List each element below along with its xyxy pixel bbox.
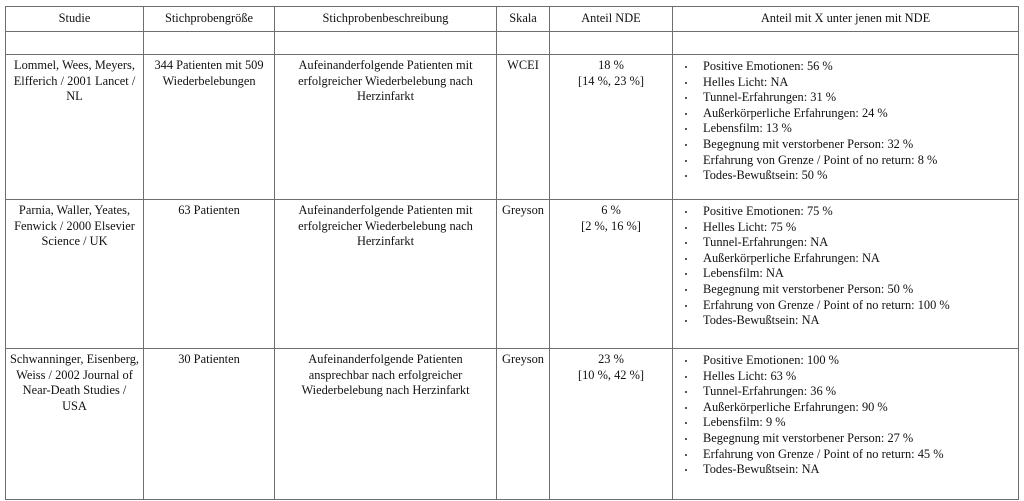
anteil-nde-cell (550, 55, 673, 200)
list-item: Todes-Bewußtsein: NA (678, 462, 1015, 478)
skala-cell: Greyson (497, 200, 550, 349)
anteil-value: 6 % (601, 203, 621, 217)
list-item: Positive Emotionen: 100 % (678, 353, 1015, 369)
header-anteil-nde: Anteil NDE (550, 7, 673, 32)
studie-cell: Parnia, Waller, Yeates, Fenwick / 2000 Elsevier Science / UK (6, 200, 144, 349)
findings-cell (673, 200, 1019, 349)
confidence-interval: [14 %, 23 %] (577, 73, 645, 88)
header-row (6, 7, 1019, 32)
empty-cell (673, 32, 1019, 55)
list-item: Erfahrung von Grenze / Point of no return: 100 % (678, 298, 1015, 314)
anteil-value: 18 % (598, 58, 624, 72)
list-item: Positive Emotionen: 56 % (678, 59, 1015, 75)
findings-list (678, 59, 1015, 184)
list-item: Lebensfilm: 13 % (678, 121, 1015, 137)
header-stichprobengroesse: Stichprobengröße (144, 7, 275, 32)
list-item: Helles Licht: NA (678, 75, 1015, 91)
list-item: Todes-Bewußtsein: 50 % (678, 168, 1015, 184)
stichprobenbeschreibung-cell: Aufeinanderfolgende Patienten mit erfolgreicher Wiederbelebung nach Herzinfarkt (275, 200, 497, 349)
confidence-interval: [2 %, 16 %] (581, 218, 641, 233)
anteil-value: 23 % (598, 352, 624, 366)
nde-studies-table (5, 6, 1019, 500)
stichprobenbeschreibung-cell: Aufeinanderfolgende Patienten mit erfolgreicher Wiederbelebung nach Herzinfarkt (275, 55, 497, 200)
skala-cell: Greyson (497, 349, 550, 500)
studie-cell: Schwanninger, Eisenberg, Weiss / 2002 Journal of Near-Death Studies / USA (6, 349, 144, 500)
empty-cell (144, 32, 275, 55)
list-item: Helles Licht: 75 % (678, 220, 1015, 236)
empty-cell (497, 32, 550, 55)
stichprobenbeschreibung-cell: Aufeinanderfolgende Patienten ansprechbar nach erfolgreicher Wiederbelebung nach Herzinfarkt (275, 349, 497, 500)
list-item: Begegnung mit verstorbener Person: 50 % (678, 282, 1015, 298)
list-item: Erfahrung von Grenze / Point of no return: 45 % (678, 447, 1015, 463)
stichprobengroesse-cell: 30 Patienten (144, 349, 275, 500)
list-item: Lebensfilm: 9 % (678, 415, 1015, 431)
stichprobengroesse-cell: 344 Patienten mit 509 Wiederbelebungen (144, 55, 275, 200)
anteil-nde-cell (550, 200, 673, 349)
table-row (6, 200, 1019, 349)
list-item: Positive Emotionen: 75 % (678, 204, 1015, 220)
list-item: Außerkörperliche Erfahrungen: 90 % (678, 400, 1015, 416)
header-anteil-x: Anteil mit X unter jenen mit NDE (673, 7, 1019, 32)
findings-cell (673, 55, 1019, 200)
list-item: Erfahrung von Grenze / Point of no return: 8 % (678, 153, 1015, 169)
studie-cell: Lommel, Wees, Meyers, Elfferich / 2001 Lancet / NL (6, 55, 144, 200)
list-item: Helles Licht: 63 % (678, 369, 1015, 385)
empty-cell (550, 32, 673, 55)
list-item: Außerkörperliche Erfahrungen: 24 % (678, 106, 1015, 122)
stichprobengroesse-cell: 63 Patienten (144, 200, 275, 349)
header-studie: Studie (6, 7, 144, 32)
table-row (6, 55, 1019, 200)
empty-cell (275, 32, 497, 55)
list-item: Begegnung mit verstorbener Person: 27 % (678, 431, 1015, 447)
list-item: Tunnel-Erfahrungen: NA (678, 235, 1015, 251)
findings-list (678, 353, 1015, 478)
header-skala: Skala (497, 7, 550, 32)
confidence-interval: [10 %, 42 %] (577, 367, 645, 382)
list-item: Tunnel-Erfahrungen: 36 % (678, 384, 1015, 400)
empty-cell (6, 32, 144, 55)
list-item: Lebensfilm: NA (678, 266, 1015, 282)
findings-cell (673, 349, 1019, 500)
list-item: Außerkörperliche Erfahrungen: NA (678, 251, 1015, 267)
list-item: Tunnel-Erfahrungen: 31 % (678, 90, 1015, 106)
list-item: Begegnung mit verstorbener Person: 32 % (678, 137, 1015, 153)
skala-cell: WCEI (497, 55, 550, 200)
findings-list (678, 204, 1015, 329)
table-row (6, 349, 1019, 500)
empty-row (6, 32, 1019, 55)
list-item: Todes-Bewußtsein: NA (678, 313, 1015, 329)
header-stichprobenbeschreibung: Stichprobenbeschreibung (275, 7, 497, 32)
anteil-nde-cell (550, 349, 673, 500)
